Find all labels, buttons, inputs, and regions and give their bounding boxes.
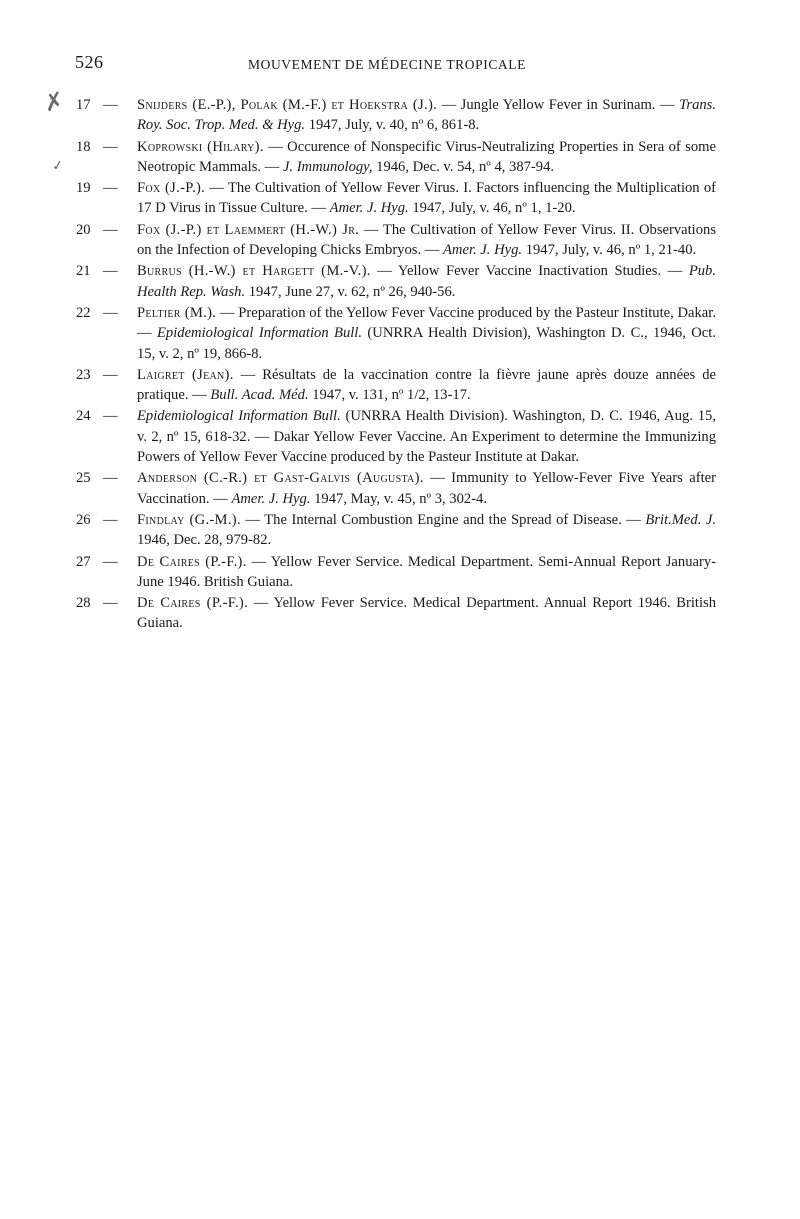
reference-title: — Jungle Yellow Fever in Surinam. — (441, 97, 675, 113)
reference-entry (76, 552, 716, 593)
reference-title: — The Cultivation of Yellow Fever Virus. I. Factors influencing the Multiplication of 17 D Virus in Tissue Culture. — (137, 180, 717, 217)
reference-number: 24 (76, 408, 91, 425)
reference-details: 1947, June 27, v. 62, nº 26, 940-56. (248, 283, 456, 300)
reference-dash: — (103, 553, 118, 570)
reference-entry (76, 365, 716, 406)
reference-dash: — (103, 221, 118, 238)
page-number: 526 (75, 52, 104, 72)
reference-entry (76, 178, 716, 219)
reference-authors: Anderson (C.-R.) et Gast-Galvis (Augusta). (137, 470, 424, 487)
reference-entry (76, 406, 716, 467)
reference-entry (76, 593, 716, 634)
reference-details: 1947, May, v. 45, nº 3, 302-4. (314, 490, 488, 507)
handwritten-check-mark: ✓ (50, 157, 66, 175)
reference-authors: Fox (J.-P.) et Laemmert (H.-W.) Jr. (137, 221, 360, 238)
reference-entry (76, 137, 716, 178)
reference-title: — Yellow Fever Service. Medical Department. Semi-Annual Report January-June 1946. British Guiana. (137, 553, 716, 590)
reference-title: — Immunity to Yellow-Fever Five Years after Vaccination. — (137, 470, 716, 507)
reference-authors: Snijders (E.-P.), Polak (M.-F.) et Hoekstra (J.). (137, 97, 438, 113)
reference-entry (76, 261, 716, 302)
reference-dash: — (103, 595, 118, 612)
reference-list (76, 95, 716, 635)
reference-details: 1947, July, v. 46, nº 1, 21-40. (525, 242, 697, 259)
reference-authors: Laigret (Jean). (137, 366, 234, 383)
reference-title: — The Cultivation of Yellow Fever Virus. II. Observations on the Infection of Developing Chicks Embryos. — (137, 221, 717, 259)
reference-title: — Yellow Fever Vaccine Inactivation Studies. — (377, 263, 683, 280)
running-head: MOUVEMENT DE MÉDECINE TROPICALE (248, 57, 526, 72)
reference-authors: De Caires (P.-F.). (137, 553, 247, 570)
reference-dash: — (103, 180, 118, 197)
reference-journal: Amer. J. Hyg. (231, 490, 311, 507)
reference-details: 1947, July, v. 40, nº 6, 861-8. (308, 117, 480, 134)
reference-authors: Findlay (G.-M.). (137, 511, 241, 528)
reference-details: 1947, v. 131, nº 1/2, 13-17. (312, 387, 471, 404)
reference-entry (76, 510, 716, 551)
reference-journal: Bull. Acad. Méd. (210, 387, 309, 404)
reference-number: 26 (76, 511, 91, 528)
reference-dash: — (103, 304, 118, 321)
reference-dash: — (103, 263, 118, 280)
reference-entry (76, 303, 716, 364)
reference-journal: Epidemiological Information Bull. (157, 325, 362, 342)
reference-dash: — (103, 470, 118, 487)
reference-journal: Brit.Med. J. (645, 511, 716, 528)
reference-entry (76, 468, 716, 509)
reference-entry (76, 220, 716, 261)
reference-authors: Fox (J.-P.). (137, 180, 206, 197)
reference-details: (UNRRA Health Division). Washington, D. C. 1946, Aug. 15, v. 2, nº 15, 618-32. — Dakar Yellow Fever Vaccine. An Experiment to determine the Immunizing Powers of Yellow Fever Vaccine produced by the Pasteur Institute at Dakar. (137, 408, 716, 466)
reference-authors: Burrus (H.-W.) et Hargett (M.-V.). (137, 263, 371, 280)
reference-dash: — (103, 138, 118, 155)
reference-number: 18 (76, 138, 91, 155)
reference-number: 23 (76, 366, 91, 383)
reference-authors: Koprowski (Hilary). (137, 138, 264, 155)
reference-title: — Résultats de la vaccination contre la fièvre jaune après douze années de pratique. — (137, 366, 716, 404)
reference-journal: Pub. Health Rep. Wash. (137, 263, 716, 300)
reference-dash: — (103, 408, 118, 425)
reference-number: 28 (76, 595, 91, 612)
handwritten-cross-mark: ✗ (41, 86, 67, 118)
reference-number: 20 (76, 221, 91, 238)
reference-authors: Peltier (M.). (137, 304, 217, 321)
reference-number: 21 (76, 263, 91, 280)
reference-authors: De Caires (P.-F.). (137, 595, 249, 612)
reference-entry (76, 95, 716, 136)
reference-journal: J. Immunology, (282, 158, 373, 175)
reference-journal: Amer. J. Hyg. (329, 200, 409, 217)
reference-details: 1946, Dec. v. 54, nº 4, 387-94. (376, 158, 555, 175)
reference-details: (UNRRA Health Division), Washington D. C., 1946, Oct. 15, v. 2, nº 19, 866-8. (137, 325, 716, 362)
reference-number: 19 (76, 180, 91, 197)
reference-details: 1947, July, v. 46, nº 1, 1-20. (412, 200, 576, 217)
reference-number: 27 (76, 553, 91, 570)
reference-number: 25 (76, 470, 91, 487)
reference-title: — Preparation of the Yellow Fever Vaccine produced by the Pasteur Institute, Dakar. — (137, 304, 716, 342)
reference-title: — The Internal Combustion Engine and the Spread of Disease. — (245, 511, 641, 528)
reference-title: — Yellow Fever Service. Medical Department. Annual Report 1946. British Guiana. (137, 595, 716, 632)
reference-dash: — (103, 97, 118, 113)
reference-journal: Trans. Roy. Soc. Trop. Med. & Hyg. (137, 97, 716, 134)
reference-number: 22 (76, 304, 91, 321)
reference-number: 17 (76, 97, 91, 113)
reference-dash: — (103, 366, 118, 383)
reference-dash: — (103, 511, 118, 528)
reference-journal: Amer. J. Hyg. (443, 242, 523, 259)
reference-details: 1946, Dec. 28, 979-82. (137, 532, 272, 549)
reference-journal: Epidemiological Information Bull. (137, 408, 341, 425)
reference-title: — Occurence of Nonspecific Virus-Neutralizing Properties in Sera of some Neotropic Mammals. — (137, 138, 716, 175)
